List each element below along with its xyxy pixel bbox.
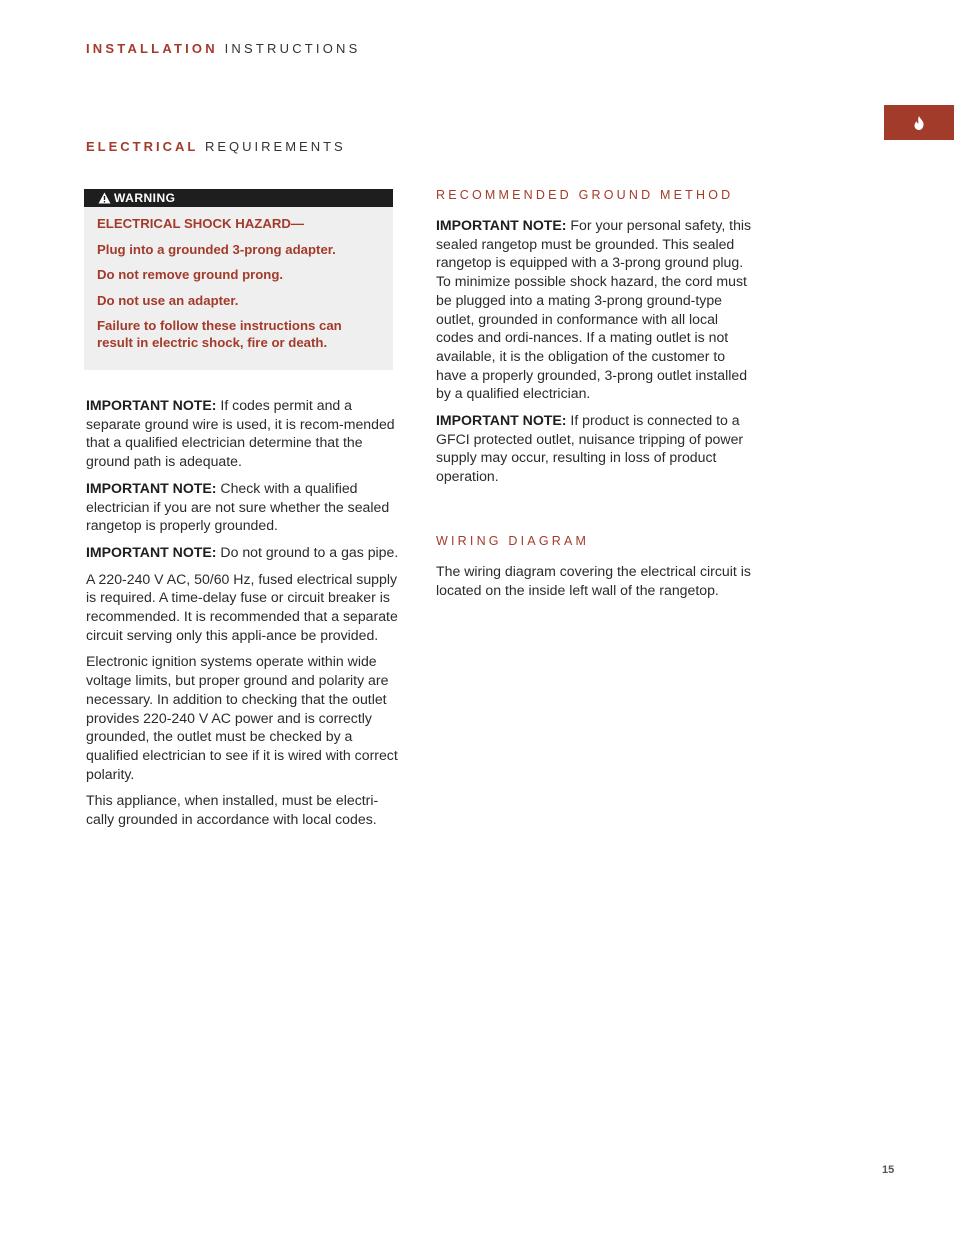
header-bold: INSTALLATION — [86, 41, 218, 56]
paragraph — [436, 411, 756, 486]
paragraph — [86, 396, 406, 471]
note-text: Check with a qualified electrician if you are not sure whether the sealed rangetop is properly grounded. — [86, 479, 390, 534]
paragraph — [86, 479, 406, 535]
flame-icon — [913, 116, 925, 130]
note-text: Do not ground to a gas pipe. — [216, 543, 399, 560]
note-label: IMPORTANT NOTE: — [436, 217, 567, 233]
paragraph: This appliance, when installed, must be electri-cally grounded in accordance with local codes. — [86, 792, 379, 828]
subhead-ground-method: RECOMMENDED GROUND METHOD — [436, 188, 734, 202]
right-column — [436, 216, 756, 494]
warning-triangle-icon — [98, 192, 111, 204]
paragraph — [436, 216, 756, 403]
warning-lines — [84, 207, 393, 351]
note-label: IMPORTANT NOTE: — [86, 479, 217, 496]
paragraph: A 220-240 V AC, 50/60 Hz, fused electrical supply is required. A time-delay fuse or circuit breaker is recommended. It is recommended that a separate circuit serving only this appli-ance be provided. — [86, 570, 398, 643]
note-label: IMPORTANT NOTE: — [86, 397, 217, 413]
warning-line: ELECTRICAL SHOCK HAZARD— — [97, 216, 305, 231]
section-tab — [884, 105, 954, 140]
section-title-light: REQUIREMENTS — [204, 139, 346, 154]
warning-line: Do not use an adapter. — [97, 292, 239, 308]
note-label: IMPORTANT NOTE: — [86, 543, 217, 560]
section-title — [86, 139, 346, 154]
paragraph — [86, 543, 406, 562]
paragraph: The wiring diagram covering the electrical circuit is located on the inside left wall of the rangetop. — [436, 563, 751, 598]
wiring-column — [436, 562, 756, 607]
note-text: For your personal safety, this sealed rangetop must be grounded. This sealed rangetop is equipped with a 3-prong ground plug. To minimize possible shock hazard, the cord must be plugged into a mating 3-prong ground-type outlet, grounded in conformance with all local codes and ordi-nances. If a mating outlet is not available, it is the obligation of the customer to have a properly grounded, 3-prong outlet installed by a qualified electrician. — [436, 217, 752, 402]
subhead-wiring-diagram: WIRING DIAGRAM — [436, 534, 590, 548]
warning-box — [84, 189, 393, 370]
paragraph: Electronic ignition systems operate within wide voltage limits, but proper ground and polarity are necessary. In addition to checking that the outlet provides 220-240 V AC power and is correctly grounded, the outlet must be checked by a qualified electrician to see if it is wired with correct polarity. — [86, 653, 398, 782]
page-header — [86, 41, 361, 56]
note-text: If codes permit and a separate ground wire is used, it is recom-mended that a qualified electrician determine that the ground path is adequate. — [86, 397, 395, 470]
warning-bar — [84, 189, 393, 207]
left-column — [86, 396, 406, 837]
warning-line: Do not remove ground prong. — [97, 267, 284, 282]
warning-label: WARNING — [114, 191, 176, 205]
section-title-bold: ELECTRICAL — [86, 139, 199, 154]
note-label: IMPORTANT NOTE: — [436, 412, 567, 429]
warning-line: Failure to follow these instructions can result in electric shock, fire or death. — [97, 318, 342, 350]
note-text: If product is connected to a GFCI protected outlet, nuisance tripping of power supply may occur, resulting in loss of product operation. — [436, 412, 744, 485]
header-light: INSTRUCTIONS — [224, 41, 361, 56]
page-number: 15 — [882, 1164, 895, 1176]
warning-line: Plug into a grounded 3-prong adapter. — [97, 241, 336, 257]
